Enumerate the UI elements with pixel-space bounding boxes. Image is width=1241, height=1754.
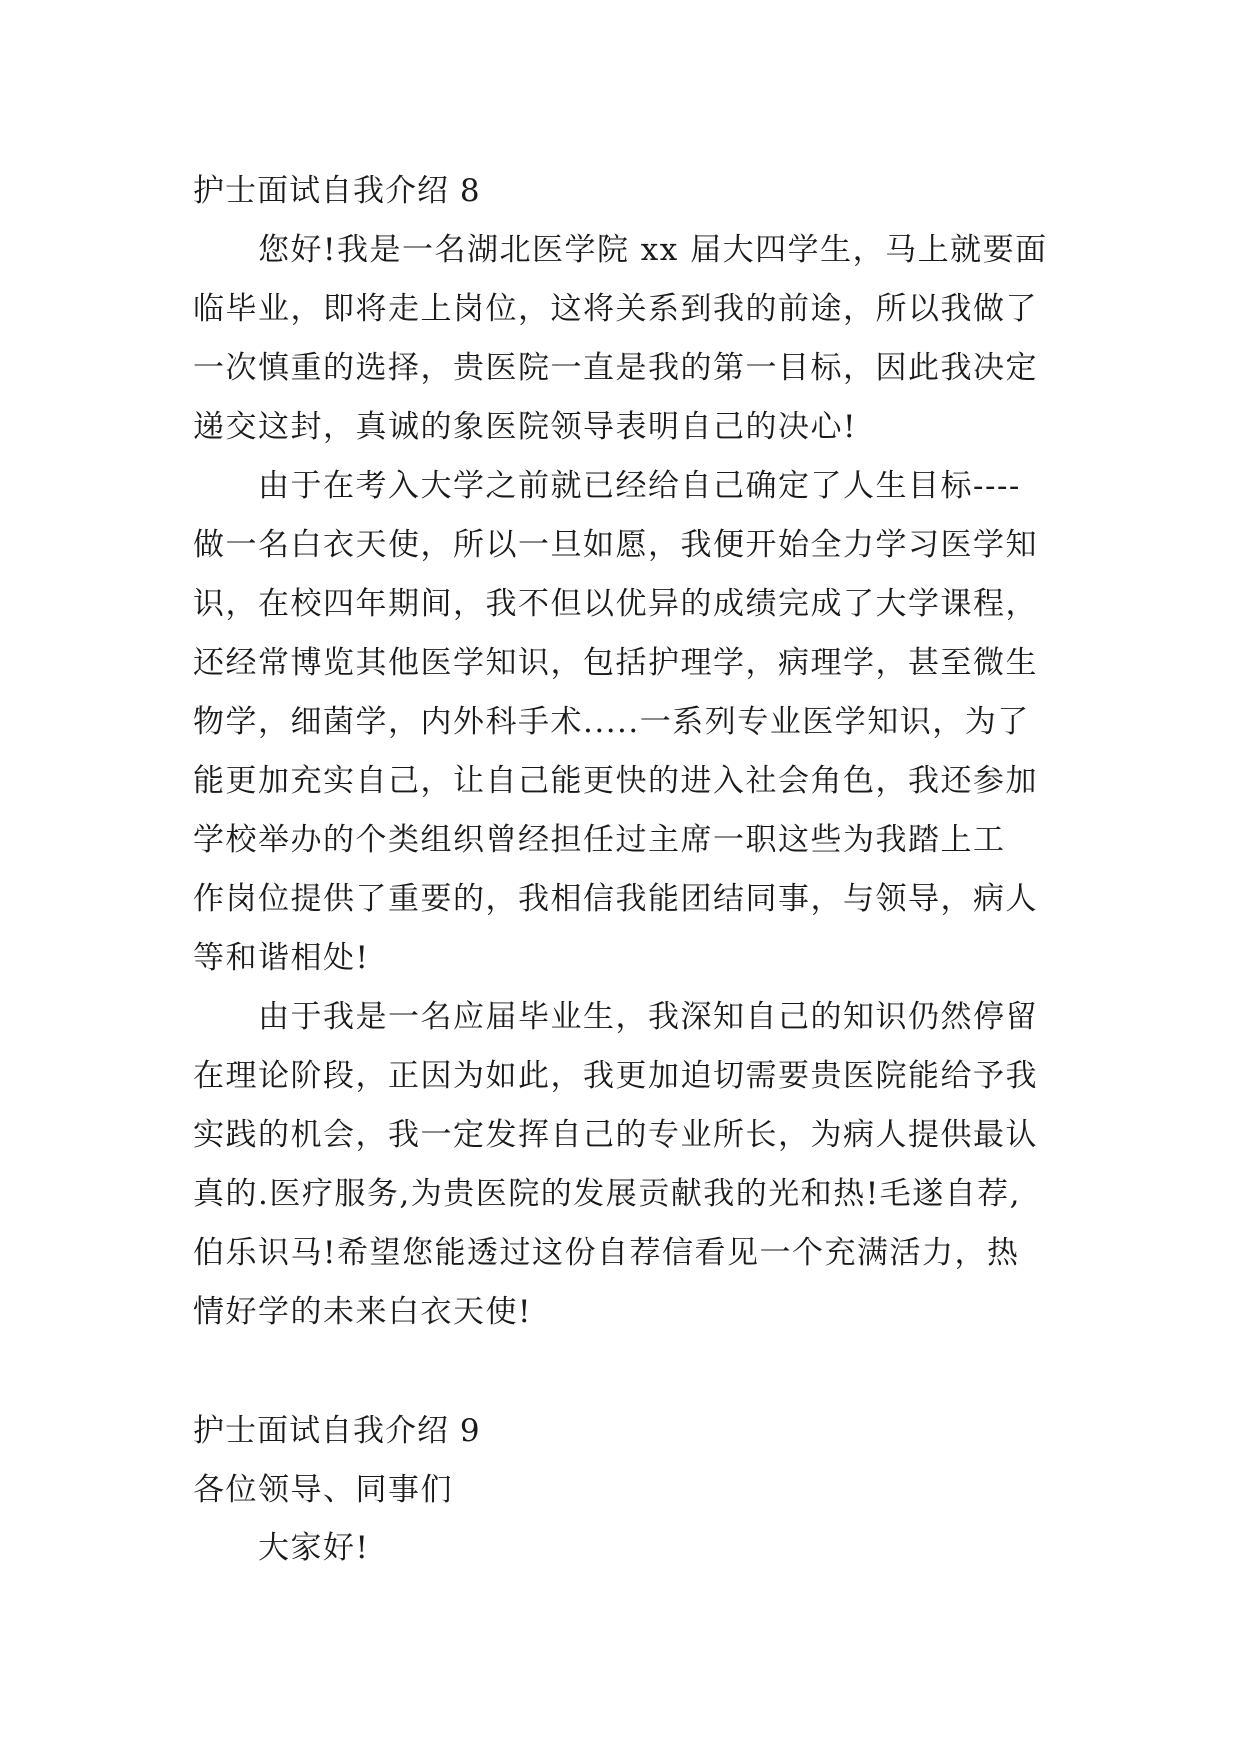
- paragraph-line: 识，在校四年期间，我不但以优异的成绩完成了大学课程，: [193, 586, 1038, 622]
- paragraph-line: 临毕业，即将走上岗位，这将关系到我的前途，所以我做了: [193, 291, 1038, 327]
- paragraph-line: 做一名白衣天使，所以一旦如愿，我便开始全力学习医学知: [193, 527, 1038, 563]
- paragraph-line: 物学，细菌学，内外科手术.....一系列专业医学知识，为了: [193, 704, 1030, 740]
- paragraph-line: 实践的机会，我一定发挥自己的专业所长，为病人提供最认: [193, 1117, 1038, 1153]
- paragraph-line: 情好学的未来白衣天使!: [193, 1294, 532, 1330]
- paragraph-line: 等和谐相处!: [193, 940, 370, 976]
- paragraph-line: 由于在考入大学之前就已经给自己确定了人生目标----: [258, 468, 1021, 504]
- paragraph-line: 能更加充实自己，让自己能更快的进入社会角色，我还参加: [193, 763, 1038, 799]
- paragraph-line: 由于我是一名应届毕业生，我深知自己的知识仍然停留: [258, 999, 1038, 1035]
- paragraph-line: 真的.医疗服务,为贵医院的发展贡献我的光和热!毛遂自荐,: [193, 1176, 1022, 1212]
- section-9-greeting: 大家好!: [258, 1530, 370, 1566]
- paragraph-line: 伯乐识马!希望您能透过这份自荐信看见一个充满活力，热: [193, 1235, 1020, 1271]
- section-9-title: 护士面试自我介绍 9: [193, 1413, 481, 1449]
- section-9-addressee: 各位领导、同事们: [193, 1472, 453, 1508]
- section-spacer: [193, 1342, 1061, 1402]
- section-8-paragraph-2: [193, 457, 1061, 988]
- paragraph-line: 还经常博览其他医学知识，包括护理学，病理学，甚至微生: [193, 645, 1038, 681]
- paragraph-line: 递交这封，真诚的象医院领导表明自己的决心!: [193, 409, 857, 445]
- section-8-paragraph-1: [193, 221, 1061, 457]
- paragraph-line: 学校举办的个类组织曾经担任过主席一职这些为我踏上工: [193, 822, 1006, 858]
- section-8-paragraph-3: [193, 988, 1061, 1342]
- section-8-title: 护士面试自我介绍 8: [193, 173, 481, 209]
- paragraph-line: 作岗位提供了重要的，我相信我能团结同事，与领导，病人: [193, 881, 1038, 917]
- paragraph-line: 一次慎重的选择，贵医院一直是我的第一目标，因此我决定: [193, 350, 1038, 386]
- paragraph-line: 您好!我是一名湖北医学院 xx 届大四学生，马上就要面: [258, 232, 1048, 268]
- document-page: [193, 162, 1061, 1577]
- paragraph-line: 在理论阶段，正因为如此，我更加迫切需要贵医院能给予我: [193, 1058, 1038, 1094]
